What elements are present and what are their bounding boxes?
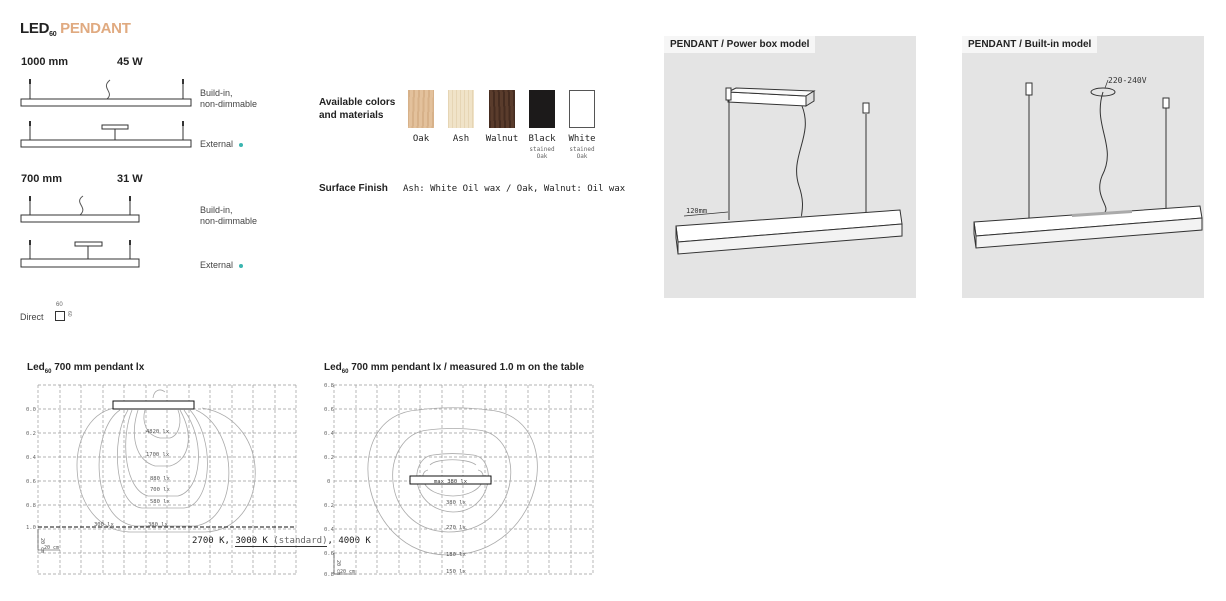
- colors-heading: Available colors and materials: [319, 97, 396, 121]
- chart2-ytick: 0.6: [324, 551, 334, 557]
- swatch-white[interactable]: [569, 90, 595, 128]
- swatch-sub-black: stained Oak: [529, 146, 555, 160]
- chart2-max-label: max 380 lx: [434, 479, 468, 485]
- chart2-ytick: 0.6: [324, 407, 334, 413]
- chart2-isolux: [318, 380, 598, 580]
- chart1-dim-y: 20 cm: [39, 538, 45, 554]
- panel-power-box: [664, 36, 916, 298]
- swatch-oak[interactable]: [408, 90, 434, 128]
- variant-label-buildin-1000: Build-in, non-dimmable: [200, 88, 258, 109]
- surface-finish-label: Surface Finish: [319, 183, 388, 194]
- cct-standard: 3000 K (standard): [235, 536, 328, 546]
- direct-light-icon: [55, 311, 65, 321]
- variant-label-external-700: External: [200, 260, 243, 271]
- built-in-illustration: [962, 36, 1204, 298]
- chart1-contour-label: 880 lx: [150, 476, 170, 482]
- cct-options: 2700 K, 3000 K (standard), 4000 K: [192, 536, 371, 546]
- chart2-title: Led$_{60}$ 700 mm pendant lx / measured 1.0 m on the table: [324, 362, 585, 375]
- fixture-700-diagrams: [15, 193, 150, 273]
- swatch-label-walnut: Walnut: [485, 134, 519, 144]
- model-length-1000: 1000 mm: [21, 56, 69, 68]
- chart2-ytick: 0.8: [324, 572, 334, 578]
- variant-label-external-1000: External: [200, 139, 243, 150]
- page-title: $LED_{60}$ PENDANT: [20, 20, 131, 38]
- chart1-contour-label: 700 lx: [150, 487, 170, 493]
- chart1-dim-x: 20 cm: [44, 545, 60, 551]
- swatch-black[interactable]: [529, 90, 555, 128]
- chart1-title: Led$_{60}$ 700 mm pendant lx: [27, 362, 145, 375]
- swatch-walnut[interactable]: [489, 90, 515, 128]
- chart2-contour-label: 380 lx: [446, 500, 466, 506]
- built-in-voltage: 220-240V: [1108, 76, 1147, 85]
- chart1-ytick: 0.0: [26, 407, 36, 413]
- surface-finish-value: Ash: White Oil wax / Oak, Walnut: Oil wax: [403, 184, 626, 194]
- chart1-ytick: 0.4: [26, 455, 36, 461]
- chart1-contour-label: 380 lx: [148, 522, 168, 528]
- direct-angle: 60: [56, 302, 63, 308]
- swatch-sub-white: stained Oak: [569, 146, 595, 160]
- fixture-1000-diagrams: [15, 74, 200, 154]
- chart2-contour-label: 270 lx: [446, 525, 466, 531]
- chart2-ytick: 0.2: [324, 455, 334, 461]
- chart1-contour-label: 300 lx: [94, 522, 114, 528]
- swatch-label-black: Black: [528, 134, 556, 144]
- swatch-label-ash: Ash: [452, 134, 470, 144]
- variant-label-buildin-700: Build-in, non-dimmable: [200, 205, 258, 226]
- chart1-ytick: 0.2: [26, 431, 36, 437]
- swatch-label-oak: Oak: [412, 134, 430, 144]
- chart2-dim-y: 20 cm: [335, 560, 341, 576]
- direct-angle-side: 60: [66, 311, 72, 317]
- title-accent: PENDANT: [60, 20, 131, 37]
- model-length-700: 700 mm: [21, 173, 62, 185]
- chart1-contour-label: 1700 lx: [146, 452, 170, 458]
- chart1-ytick: 1.0: [26, 525, 36, 531]
- model-power-31: 31 W: [117, 173, 143, 185]
- power-box-illustration: [664, 36, 916, 298]
- chart1-ytick: 0.8: [26, 503, 36, 509]
- chart2-contour-label: 180 lx: [446, 552, 466, 558]
- power-box-dimension: 120mm: [686, 207, 708, 215]
- chart1-ytick: 0.6: [26, 479, 36, 485]
- panel-built-in-title: PENDANT / Built-in model: [962, 36, 1097, 53]
- chart1-contour-label: 4820 lx: [146, 429, 170, 435]
- chart2-ytick: 0.4: [324, 527, 334, 533]
- external-dot-icon: [239, 143, 243, 147]
- model-power-45: 45 W: [117, 56, 143, 68]
- external-dot-icon: [239, 264, 243, 268]
- chart2-ytick: 0.4: [324, 431, 334, 437]
- panel-power-box-title: PENDANT / Power box model: [664, 36, 815, 53]
- swatch-ash[interactable]: [448, 90, 474, 128]
- panel-built-in: [962, 36, 1204, 298]
- chart1-contour-label: 580 lx: [150, 499, 170, 505]
- chart1-isolux: [20, 380, 305, 580]
- chart2-contour-label: 150 lx: [446, 569, 466, 575]
- chart2-dim-x: 20 cm: [340, 569, 356, 575]
- chart2-ytick: 0.2: [324, 503, 334, 509]
- swatch-label-white: White: [568, 134, 596, 144]
- chart2-ytick: 0: [327, 479, 331, 485]
- chart2-ytick: 0.8: [324, 383, 334, 389]
- direct-label: Direct: [20, 312, 44, 322]
